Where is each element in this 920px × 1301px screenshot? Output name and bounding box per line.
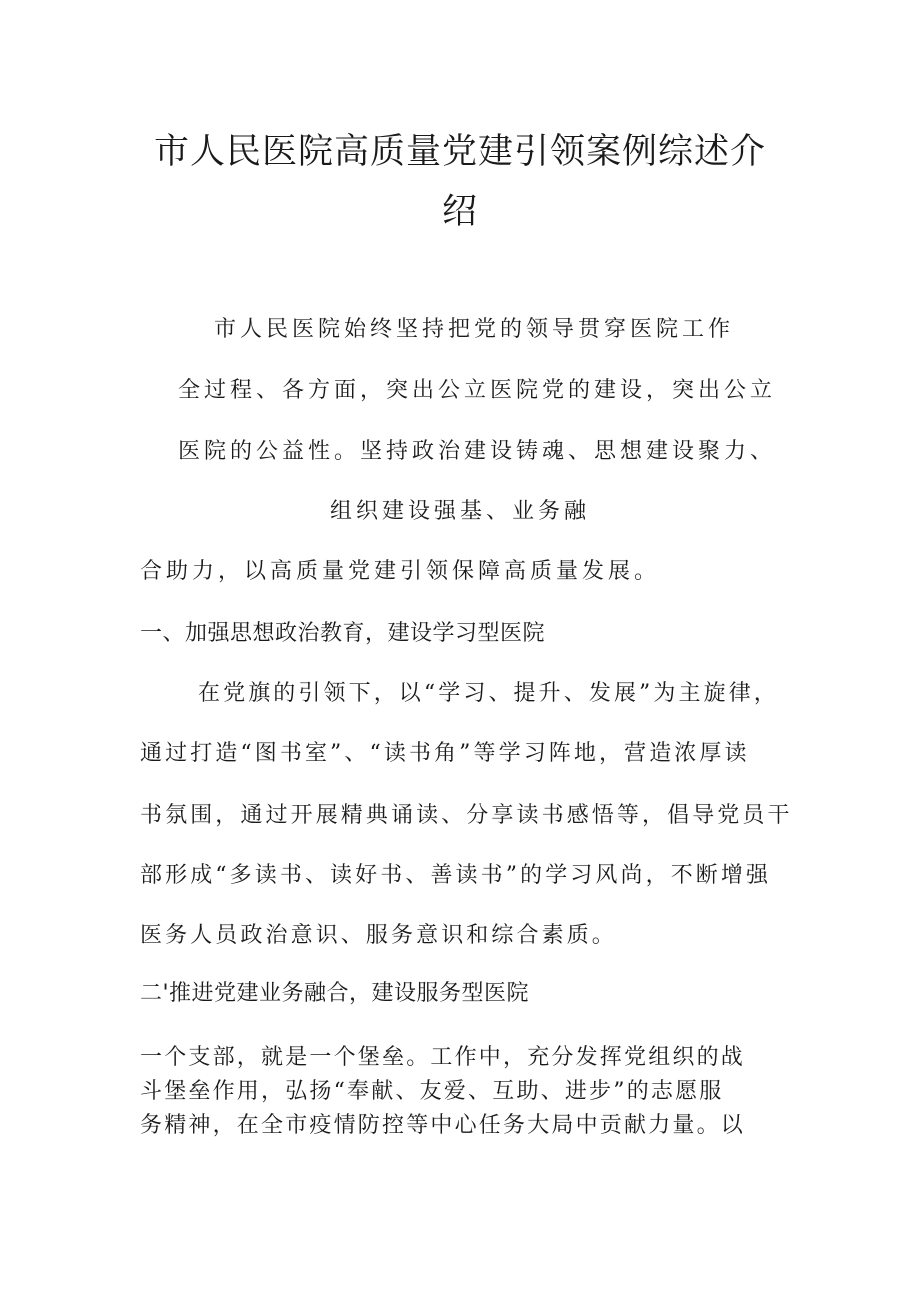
paragraph-line: 通过打造“图书室”、“读书角”等学习阵地，营造浓厚读 bbox=[140, 741, 750, 766]
paragraph-line: 一个支部，就是一个堡垒。工作中，充分发挥党组织的战 bbox=[140, 1045, 746, 1070]
paragraph-line: 医务人员政治意识、服务意识和综合素质。 bbox=[140, 923, 617, 948]
paragraph-line: 部形成“多读书、读好书、善读书”的学习风尚，不断增强 bbox=[140, 863, 772, 888]
section-heading-2: 二'推进党建业务融合，建设服务型医院 bbox=[140, 981, 530, 1006]
intro-line: 合助力，以高质量党建引领保障高质量发展。 bbox=[140, 559, 661, 584]
intro-line: 市人民医院始终坚持把党的领导贯穿医院工作 bbox=[214, 317, 735, 342]
intro-line: 全过程、各方面，突出公立医院党的建设，突出公立 bbox=[178, 378, 777, 403]
page-title-continued: 绍 bbox=[441, 192, 478, 232]
page-title: 市人民医院高质量党建引领案例综述介 bbox=[153, 132, 766, 172]
paragraph-line: 务精神，在全市疫情防控等中心任务大局中贡献力量。以 bbox=[140, 1113, 746, 1138]
section-heading-1: 一、加强思想政治教育，建设学习型医院 bbox=[140, 621, 546, 646]
intro-line: 医院的公益性。坚持政治建设铸魂、思想建设聚力、 bbox=[178, 439, 777, 464]
paragraph-line: 书氛围，通过开展精典诵读、分享读书感悟等，倡导党员干 bbox=[140, 803, 793, 828]
paragraph-line: 在党旗的引领下，以“学习、提升、发展”为主旋律， bbox=[198, 681, 779, 706]
paragraph-line: 斗堡垒作用，弘扬“奉献、友爱、互助、进步”的志愿服 bbox=[140, 1079, 724, 1104]
intro-line: 组织建设强基、业务融 bbox=[329, 499, 590, 524]
